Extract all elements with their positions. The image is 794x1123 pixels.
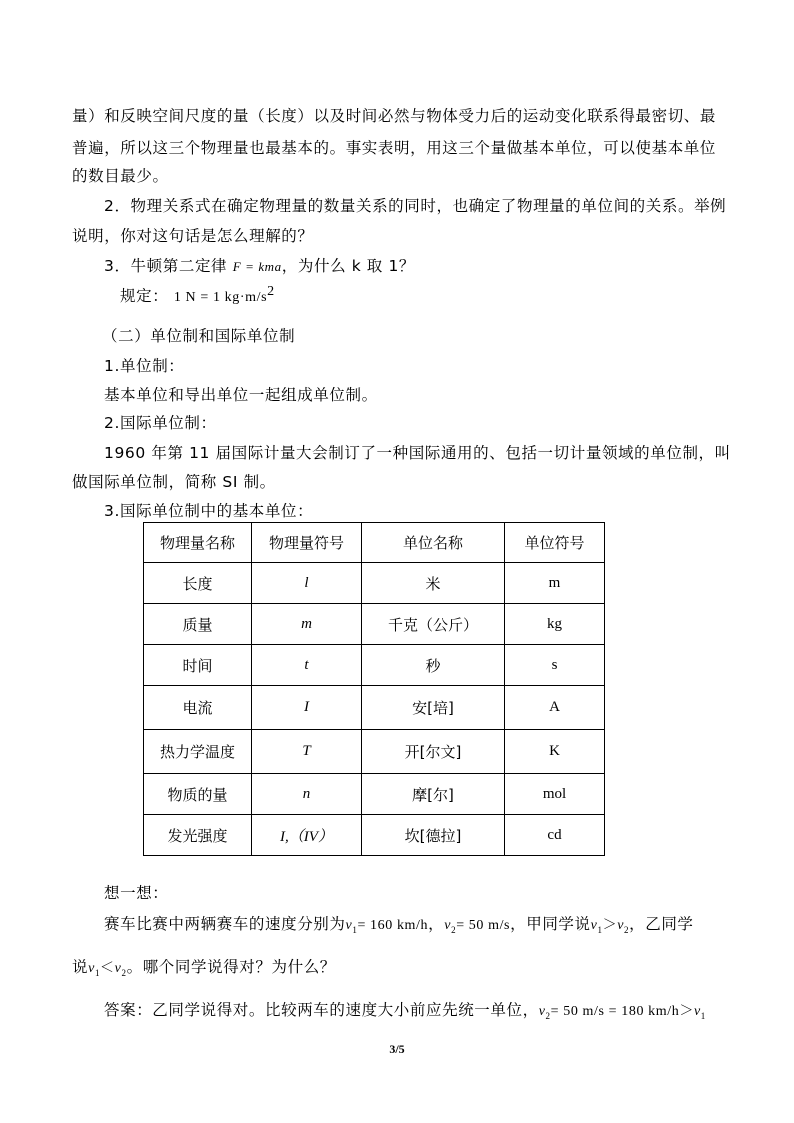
table-row (144, 604, 605, 645)
paragraph-line: 做国际单位制，简称 SI 制。 (72, 473, 276, 491)
table-row (144, 686, 605, 730)
unit-rule (120, 284, 275, 306)
subsection-title: 3.国际单位制中的基本单位： (104, 502, 314, 520)
question-3-text: 3．牛顿第二定律 (104, 257, 228, 275)
quantity-symbol: t (252, 645, 362, 686)
claim-a (591, 918, 629, 933)
quantity-name: 时间 (144, 645, 252, 686)
question-3-text: ，为什么 k 取 1？ (281, 257, 416, 275)
unit-name: 米 (362, 563, 505, 604)
quantity-symbol: n (252, 774, 362, 815)
unit-symbol: mol (505, 774, 605, 815)
speed-2-value: = 50 m/s (456, 918, 511, 933)
think-line-2 (72, 955, 336, 978)
paragraph-line: 1960 年第 11 届国际计量大会制订了一种国际通用的、包括一切计量领域的单位制，叫 (104, 444, 731, 462)
think-text: 说 (72, 958, 89, 976)
subscript: 2 (121, 967, 127, 978)
answer-text: 答案：乙同学说得对。比较两车的速度大小前应先统一单位， (104, 1001, 539, 1019)
table-row (144, 774, 605, 815)
question-2-line: 说明，你对这句话是怎么理解的？ (72, 227, 314, 245)
paragraph-line: 的数目最少。 (72, 167, 169, 185)
table-header-row (144, 523, 605, 563)
subscript: 1 (352, 924, 358, 935)
table-row (144, 815, 605, 856)
paragraph-line: 普遍，所以这三个物理量也最基本的。事实表明，用这三个量做基本单位，可以使基本单位 (72, 139, 717, 157)
think-title: 想一想： (104, 884, 169, 902)
unit-symbol: s (505, 645, 605, 686)
section-title: （二）单位制和国际单位制 (102, 327, 296, 345)
var-v: v (590, 918, 598, 933)
unit-name: 坎[德拉] (362, 815, 505, 856)
var-v: v (538, 1004, 546, 1019)
greater-than: ＞ (602, 918, 618, 933)
subscript: 1 (94, 967, 101, 978)
greater-than: ＞ (679, 1004, 694, 1019)
quantity-symbol: l (252, 563, 362, 604)
subsection-title: 2.国际单位制： (104, 414, 217, 432)
var-v: v (617, 918, 625, 933)
unit-symbol: K (505, 730, 605, 774)
rule-formula: 1 N = 1 kg·m/s (173, 290, 268, 306)
table-row (144, 645, 605, 686)
think-line-1 (104, 912, 694, 935)
quantity-name: 物质的量 (144, 774, 252, 815)
rule-exponent: 2 (267, 284, 275, 299)
less-than: ＜ (100, 961, 115, 976)
newton-formula: F = kma (232, 259, 282, 274)
comma: ， (428, 915, 445, 933)
paragraph-line: 量）和反映空间尺度的量（长度）以及时间必然与物体受力后的运动变化联系得最密切、最 (72, 107, 717, 125)
table-row (144, 730, 605, 774)
var-v: v (345, 918, 353, 933)
think-text: ，甲同学说 (510, 915, 591, 933)
subscript: 2 (624, 924, 630, 935)
subscript: 1 (597, 924, 603, 935)
claim-b (88, 961, 126, 976)
unit-symbol: cd (505, 815, 605, 856)
speed-1-formula (346, 918, 429, 933)
quantity-symbol: I,（IV） (252, 815, 362, 856)
think-text: 。哪个同学说得对？为什么？ (126, 958, 336, 976)
unit-name: 开[尔文] (362, 730, 505, 774)
table-header-cell: 单位符号 (505, 523, 605, 563)
speed-2-formula (444, 918, 510, 933)
paragraph-line: 基本单位和导出单位一起组成单位制。 (104, 386, 378, 404)
quantity-name: 质量 (144, 604, 252, 645)
unit-symbol: A (505, 686, 605, 730)
quantity-symbol: I (252, 686, 362, 730)
subsection-title: 1.单位制： (104, 357, 185, 375)
speed-1-value: = 160 km/h (357, 918, 429, 933)
question-3 (104, 254, 415, 276)
quantity-name: 长度 (144, 563, 252, 604)
unit-name: 摩[尔] (362, 774, 505, 815)
rule-label: 规定： (120, 287, 169, 306)
var-v: v (88, 961, 95, 976)
quantity-symbol: T (252, 730, 362, 774)
think-text: 赛车比赛中两辆赛车的速度分别为 (104, 915, 346, 933)
table-header-cell: 物理量名称 (144, 523, 252, 563)
table-header-cell: 单位名称 (362, 523, 505, 563)
unit-name: 秒 (362, 645, 505, 686)
page-number: 3/5 (389, 1042, 405, 1056)
var-v: v (114, 961, 122, 976)
quantity-symbol: m (252, 604, 362, 645)
question-2-line: 2．物理关系式在确定物理量的数量关系的同时，也确定了物理量的单位间的关系。举例 (104, 197, 727, 215)
unit-symbol: m (505, 563, 605, 604)
unit-name: 安[培] (362, 686, 505, 730)
var-v: v (693, 1004, 701, 1019)
table-row (144, 563, 605, 604)
unit-symbol: kg (505, 604, 605, 645)
think-text: ，乙同学 (629, 915, 694, 933)
answer-formula (539, 1004, 706, 1019)
subscript: 2 (545, 1010, 551, 1021)
table-header-cell: 物理量符号 (252, 523, 362, 563)
var-v: v (444, 918, 452, 933)
unit-name: 千克（公斤） (362, 604, 505, 645)
subscript: 1 (700, 1010, 706, 1021)
subscript: 2 (451, 924, 457, 935)
quantity-name: 电流 (144, 686, 252, 730)
quantity-name: 发光强度 (144, 815, 252, 856)
si-base-units-table (143, 522, 605, 856)
quantity-name: 热力学温度 (144, 730, 252, 774)
answer-line (104, 998, 706, 1021)
conversion: = 50 m/s = 180 km/h (550, 1004, 680, 1019)
